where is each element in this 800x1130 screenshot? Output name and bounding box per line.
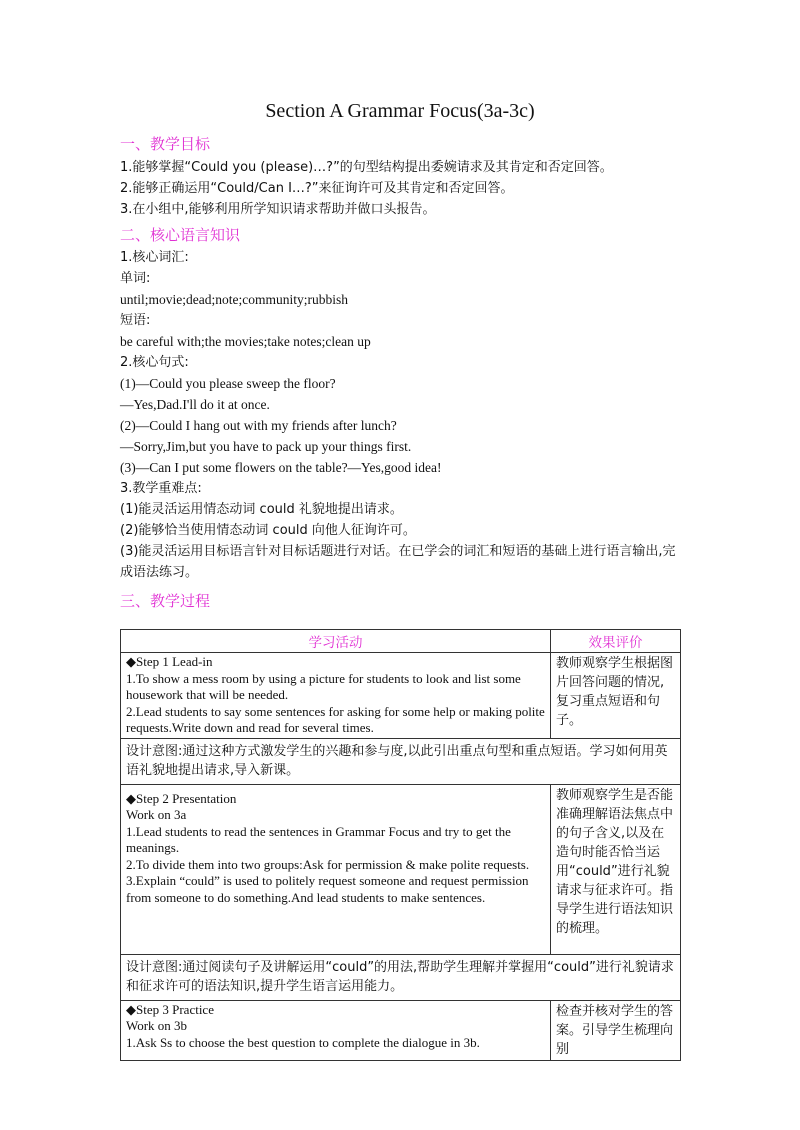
step-line: 2.To divide them into two groups:Ask for permission & make polite requests. bbox=[126, 856, 530, 872]
vocab-label: 1.核心词汇: bbox=[120, 250, 189, 265]
page-title: Section A Grammar Focus(3a-3c) bbox=[265, 100, 535, 122]
knowledge-heading: 二、核心语言知识 bbox=[120, 226, 241, 244]
evaluation-cell: 检查并核对学生的答案。引导学生梳理向别 bbox=[551, 1000, 681, 1060]
design-intent-cell: 设计意图:通过阅读句子及讲解运用“could”的用法,帮助学生理解并掌握用“could”进行礼貌请求和征求许可的语法知识,提升学生语言运用能力。 bbox=[121, 954, 681, 1000]
table-row bbox=[121, 1000, 681, 1060]
difficulty-label: 3.教学重难点: bbox=[120, 481, 202, 496]
knowledge-content bbox=[120, 247, 680, 583]
table-row bbox=[121, 954, 681, 1000]
sentence-item: —Sorry,Jim,but you have to pack up your things first. bbox=[120, 439, 412, 454]
evaluation-cell: 教师观察学生是否能准确理解语法焦点中的句子含义,以及在造句时能否恰当运用“could”进行礼貌请求与征求许可。指导学生进行语法知识的梳理。 bbox=[551, 784, 681, 954]
difficulty-item: (3)能灵活运用目标语言针对目标话题进行对话。在已学会的词汇和短语的基础上进行语言输出,完成语法练习。 bbox=[120, 544, 676, 580]
activity-column-header: 学习活动 bbox=[121, 630, 551, 653]
activity-cell bbox=[121, 1000, 551, 1060]
step-title: ◆Step 2 Presentation bbox=[126, 790, 237, 806]
goals-section bbox=[120, 133, 680, 154]
phrases-list: be careful with;the movies;take notes;clean up bbox=[120, 334, 371, 349]
evaluation-column-header: 效果评价 bbox=[551, 630, 681, 653]
words-list: until;movie;dead;note;community;rubbish bbox=[120, 292, 348, 307]
table-row bbox=[121, 738, 681, 784]
goal-item: 1.能够掌握“Could you (please)…?”的句型结构提出委婉请求及其肯定和否定回答。 bbox=[120, 160, 613, 175]
words-label: 单词: bbox=[120, 271, 151, 286]
goals-heading: 一、教学目标 bbox=[120, 135, 211, 153]
design-intent-cell: 设计意图:通过这种方式激发学生的兴趣和参与度,以此引出重点句型和重点短语。学习如何用英语礼貌地提出请求,导入新课。 bbox=[121, 738, 681, 784]
step-line: 2.Lead students to say some sentences for asking for some help or making polite requests.Write down and read for several times. bbox=[126, 703, 545, 735]
process-table bbox=[120, 629, 681, 1061]
table-row bbox=[121, 784, 681, 954]
knowledge-section bbox=[120, 224, 680, 245]
goals-list bbox=[120, 157, 680, 220]
sentence-item: —Yes,Dad.I'll do it at once. bbox=[120, 397, 270, 412]
step-line: 1.Ask Ss to choose the best question to complete the dialogue in 3b. bbox=[126, 1034, 480, 1050]
step-line: 3.Explain “could” is used to politely request someone and request permission from someone to do something.And lead students to make sentences. bbox=[126, 873, 529, 905]
process-section bbox=[120, 590, 680, 611]
sentence-item: (3)—Can I put some flowers on the table?—Yes,good idea! bbox=[120, 460, 442, 475]
sentences-label: 2.核心句式: bbox=[120, 355, 189, 370]
goal-item: 3.在小组中,能够利用所学知识请求帮助并做口头报告。 bbox=[120, 202, 436, 217]
activity-cell bbox=[121, 653, 551, 739]
sentence-item: (1)—Could you please sweep the floor? bbox=[120, 376, 336, 391]
step-line: 1.Lead students to read the sentences in Grammar Focus and try to get the meanings. bbox=[126, 823, 511, 855]
table-header-row bbox=[121, 630, 681, 653]
phrases-label: 短语: bbox=[120, 313, 151, 328]
evaluation-cell: 教师观察学生根据图片回答问题的情况,复习重点短语和句子。 bbox=[551, 653, 681, 739]
sentence-item: (2)—Could I hang out with my friends after lunch? bbox=[120, 418, 397, 433]
activity-cell bbox=[121, 784, 551, 954]
difficulty-item: (2)能够恰当使用情态动词 could 向他人征询许可。 bbox=[120, 523, 416, 538]
step-title: ◆Step 3 Practice bbox=[126, 1001, 214, 1017]
process-heading: 三、教学过程 bbox=[120, 592, 211, 610]
table-row bbox=[121, 653, 681, 739]
step-line: Work on 3b bbox=[126, 1018, 188, 1033]
step-line: 1.To show a mess room by using a picture for students to look and list some housework that will be needed. bbox=[126, 670, 521, 702]
step-title: ◆Step 1 Lead-in bbox=[126, 654, 213, 669]
step-line: Work on 3a bbox=[126, 807, 187, 822]
goal-item: 2.能够正确运用“Could/Can I…?”来征询许可及其肯定和否定回答。 bbox=[120, 181, 514, 196]
difficulty-item: (1)能灵活运用情态动词 could 礼貌地提出请求。 bbox=[120, 502, 403, 517]
